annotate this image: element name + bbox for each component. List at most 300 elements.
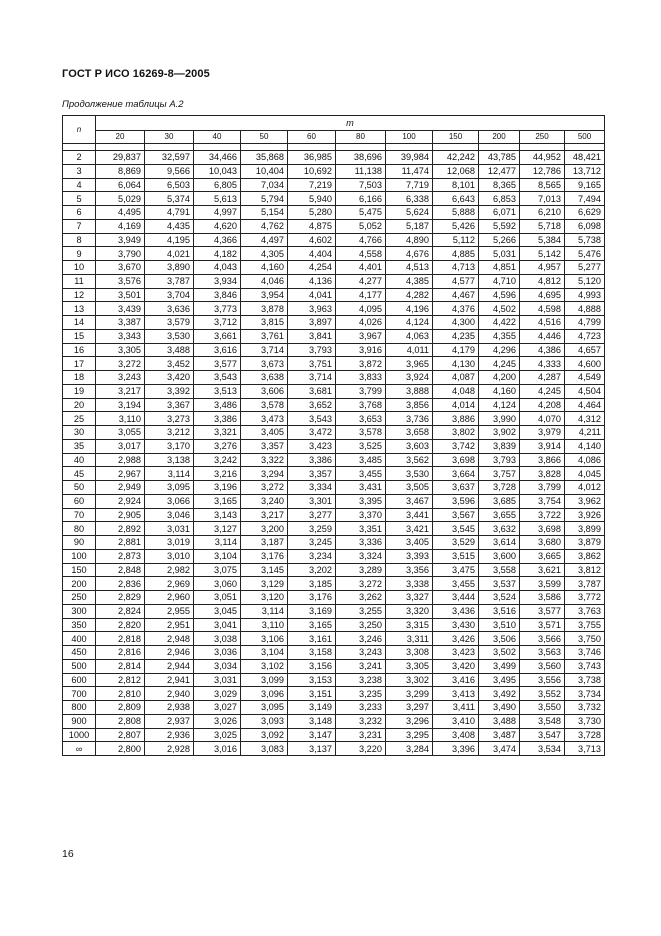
- table-cell: 2,816: [96, 646, 145, 660]
- table-cell: 4,875: [288, 219, 336, 233]
- table-cell: 3,212: [145, 426, 194, 440]
- table-cell: 3,714: [241, 343, 288, 357]
- table-cell: 5,280: [288, 206, 336, 220]
- table-cell: 3,092: [241, 728, 288, 742]
- table-cell: 3,562: [386, 453, 433, 467]
- table-cell: 2,814: [96, 659, 145, 673]
- table-cell: 3,750: [565, 632, 605, 646]
- table-cell: 3,297: [386, 701, 433, 715]
- table-cell: 3,698: [433, 453, 479, 467]
- table-cell: 3,075: [194, 563, 241, 577]
- table-cell: 4,446: [520, 329, 565, 343]
- table-cell: 3,773: [194, 302, 241, 316]
- n-value-cell: 6: [63, 206, 96, 220]
- n-value-cell: 800: [63, 701, 96, 715]
- table-cell: 3,367: [145, 398, 194, 412]
- table-cell: 4,124: [386, 316, 433, 330]
- table-cell: 3,231: [336, 728, 386, 742]
- table-cell: 2,924: [96, 494, 145, 508]
- table-cell: 4,549: [565, 371, 605, 385]
- table-row: [63, 481, 605, 495]
- table-cell: 3,334: [288, 481, 336, 495]
- m-column-header: 20: [96, 131, 145, 144]
- table-cell: 3,828: [520, 467, 565, 481]
- table-cell: 3,220: [336, 742, 386, 756]
- table-cell: 5,052: [336, 219, 386, 233]
- n-value-cell: 80: [63, 522, 96, 536]
- table-cell: 9,566: [145, 164, 194, 178]
- table-cell: 3,234: [288, 549, 336, 563]
- table-cell: 4,196: [386, 302, 433, 316]
- table-cell: 3,370: [336, 508, 386, 522]
- table-cell: 4,386: [520, 343, 565, 357]
- table-cell: 4,376: [433, 302, 479, 316]
- table-cell: 4,300: [433, 316, 479, 330]
- table-cell: 3,846: [194, 288, 241, 302]
- table-cell: 3,255: [336, 604, 386, 618]
- table-cell: 3,395: [336, 494, 386, 508]
- table-cell: 4,404: [288, 247, 336, 261]
- table-cell: 3,386: [194, 412, 241, 426]
- table-cell: 5,112: [433, 233, 479, 247]
- n-value-cell: 12: [63, 288, 96, 302]
- table-cell: 3,430: [433, 618, 479, 632]
- table-row: [63, 261, 605, 275]
- table-cell: 3,475: [433, 563, 479, 577]
- n-value-cell: 2: [63, 151, 96, 165]
- table-cell: 4,140: [565, 439, 605, 453]
- table-cell: 3,571: [520, 618, 565, 632]
- table-cell: 3,704: [145, 288, 194, 302]
- table-cell: 3,106: [241, 632, 288, 646]
- n-value-cell: 150: [63, 563, 96, 577]
- table-cell: 3,812: [565, 563, 605, 577]
- table-cell: 3,114: [145, 467, 194, 481]
- table-cell: 3,755: [565, 618, 605, 632]
- table-cell: 4,208: [520, 398, 565, 412]
- n-value-cell: 60: [63, 494, 96, 508]
- table-cell: 10,692: [288, 164, 336, 178]
- table-cell: 8,365: [479, 178, 520, 192]
- table-cell: 4,791: [145, 206, 194, 220]
- table-cell: 3,763: [565, 604, 605, 618]
- table-cell: 3,295: [386, 728, 433, 742]
- table-cell: 4,182: [194, 247, 241, 261]
- table-cell: 12,068: [433, 164, 479, 178]
- table-cell: 3,046: [145, 508, 194, 522]
- table-cell: 4,087: [433, 371, 479, 385]
- table-row: [63, 742, 605, 756]
- table-cell: 3,165: [194, 494, 241, 508]
- table-cell: 3,423: [288, 439, 336, 453]
- table-cell: 3,202: [288, 563, 336, 577]
- table-cell: 3,586: [520, 591, 565, 605]
- n-value-cell: 50: [63, 481, 96, 495]
- m-column-header: 200: [479, 131, 520, 144]
- table-cell: 3,110: [96, 412, 145, 426]
- critical-values-table: [62, 115, 605, 756]
- table-cell: 3,681: [288, 384, 336, 398]
- table-cell: 3,872: [336, 357, 386, 371]
- table-cell: 3,606: [241, 384, 288, 398]
- table-cell: 3,161: [288, 632, 336, 646]
- table-cell: 3,926: [565, 508, 605, 522]
- table-cell: 4,366: [194, 233, 241, 247]
- table-cell: 4,812: [520, 274, 565, 288]
- table-cell: 4,312: [565, 412, 605, 426]
- n-value-cell: 30: [63, 426, 96, 440]
- table-cell: 3,530: [386, 467, 433, 481]
- m-column-header: 250: [520, 131, 565, 144]
- table-cell: 3,658: [386, 426, 433, 440]
- table-row: [63, 604, 605, 618]
- table-row: [63, 659, 605, 673]
- table-cell: 2,892: [96, 522, 145, 536]
- table-cell: 3,137: [288, 742, 336, 756]
- table-cell: 3,232: [336, 714, 386, 728]
- n-value-cell: 4: [63, 178, 96, 192]
- table-cell: 3,534: [520, 742, 565, 756]
- table-cell: 2,969: [145, 577, 194, 591]
- table-cell: 5,142: [520, 247, 565, 261]
- table-cell: 2,941: [145, 673, 194, 687]
- table-cell: 3,596: [433, 494, 479, 508]
- table-cell: 3,036: [194, 646, 241, 660]
- table-cell: 3,272: [336, 577, 386, 591]
- table-cell: 3,637: [433, 481, 479, 495]
- n-value-cell: 15: [63, 329, 96, 343]
- table-cell: 3,879: [565, 536, 605, 550]
- table-row: [63, 178, 605, 192]
- table-cell: 5,154: [241, 206, 288, 220]
- table-row: [63, 164, 605, 178]
- table-cell: 42,242: [433, 151, 479, 165]
- table-cell: 3,914: [520, 439, 565, 453]
- table-cell: 4,026: [336, 316, 386, 330]
- table-cell: 12,477: [479, 164, 520, 178]
- table-cell: 5,031: [479, 247, 520, 261]
- table-cell: 2,820: [96, 618, 145, 632]
- table-cell: 3,550: [520, 701, 565, 715]
- table-row: [63, 522, 605, 536]
- table-cell: 10,043: [194, 164, 241, 178]
- table-cell: 4,385: [386, 274, 433, 288]
- table-cell: 6,166: [336, 192, 386, 206]
- table-cell: 3,025: [194, 728, 241, 742]
- table-cell: 4,993: [565, 288, 605, 302]
- table-cell: 4,558: [336, 247, 386, 261]
- table-cell: 3,357: [288, 467, 336, 481]
- table-cell: 4,598: [520, 302, 565, 316]
- table-cell: 3,934: [194, 274, 241, 288]
- table-cell: 3,305: [386, 659, 433, 673]
- table-cell: 3,396: [433, 742, 479, 756]
- table-cell: 8,101: [433, 178, 479, 192]
- table-row: [63, 563, 605, 577]
- table-cell: 3,243: [96, 371, 145, 385]
- table-cell: 4,021: [145, 247, 194, 261]
- table-cell: 3,243: [336, 646, 386, 660]
- table-cell: 3,322: [241, 453, 288, 467]
- table-cell: 9,165: [565, 178, 605, 192]
- table-cell: 36,985: [288, 151, 336, 165]
- table-cell: 13,712: [565, 164, 605, 178]
- n-value-cell: 9: [63, 247, 96, 261]
- table-cell: 2,944: [145, 659, 194, 673]
- m-column-header: 80: [336, 131, 386, 144]
- table-cell: 3,839: [479, 439, 520, 453]
- n-value-cell: 250: [63, 591, 96, 605]
- table-cell: 3,165: [288, 618, 336, 632]
- table-cell: 4,890: [386, 233, 433, 247]
- table-cell: 3,276: [194, 439, 241, 453]
- table-cell: 4,422: [479, 316, 520, 330]
- table-cell: 3,638: [241, 371, 288, 385]
- table-cell: 3,793: [288, 343, 336, 357]
- table-row: [63, 426, 605, 440]
- table-cell: 3,420: [145, 371, 194, 385]
- table-cell: 7,494: [565, 192, 605, 206]
- table-row: [63, 219, 605, 233]
- table-row: [63, 384, 605, 398]
- table-cell: 48,421: [565, 151, 605, 165]
- m-group-header: m: [96, 116, 605, 131]
- table-cell: 4,179: [433, 343, 479, 357]
- table-cell: 3,949: [96, 233, 145, 247]
- table-cell: 4,200: [479, 371, 520, 385]
- table-cell: 8,565: [520, 178, 565, 192]
- n-value-cell: 17: [63, 357, 96, 371]
- n-value-cell: 300: [63, 604, 96, 618]
- table-row: [63, 577, 605, 591]
- table-cell: 3,653: [336, 412, 386, 426]
- table-row: [63, 536, 605, 550]
- table-cell: 5,120: [565, 274, 605, 288]
- table-cell: 3,603: [386, 439, 433, 453]
- table-cell: 2,951: [145, 618, 194, 632]
- table-cell: 3,577: [194, 357, 241, 371]
- table-cell: 3,728: [479, 481, 520, 495]
- table-cell: 12,786: [520, 164, 565, 178]
- table-cell: 3,506: [479, 632, 520, 646]
- table-cell: 3,474: [479, 742, 520, 756]
- table-cell: 11,138: [336, 164, 386, 178]
- table-cell: 3,661: [194, 329, 241, 343]
- table-cell: 3,886: [433, 412, 479, 426]
- table-row: [63, 632, 605, 646]
- table-cell: 3,143: [194, 508, 241, 522]
- table-cell: 3,416: [433, 673, 479, 687]
- table-cell: 2,824: [96, 604, 145, 618]
- table-cell: 3,238: [336, 673, 386, 687]
- table-cell: 3,736: [386, 412, 433, 426]
- table-cell: 2,807: [96, 728, 145, 742]
- n-value-cell: 200: [63, 577, 96, 591]
- m-values-header-row: [63, 131, 605, 144]
- table-cell: 3,802: [433, 426, 479, 440]
- table-cell: 3,120: [241, 591, 288, 605]
- table-cell: 3,017: [96, 439, 145, 453]
- table-cell: 3,320: [386, 604, 433, 618]
- table-cell: 3,878: [241, 302, 288, 316]
- table-cell: 3,738: [565, 673, 605, 687]
- table-cell: 3,421: [386, 522, 433, 536]
- table-cell: 3,655: [479, 508, 520, 522]
- table-cell: 4,045: [565, 467, 605, 481]
- table-cell: 3,114: [194, 536, 241, 550]
- table-cell: 5,794: [241, 192, 288, 206]
- table-cell: 3,217: [241, 508, 288, 522]
- table-cell: 3,492: [479, 687, 520, 701]
- table-cell: 3,034: [194, 659, 241, 673]
- table-cell: 3,031: [145, 522, 194, 536]
- table-cell: 3,455: [336, 467, 386, 481]
- table-cell: 3,616: [194, 343, 241, 357]
- m-column-header: 500: [565, 131, 605, 144]
- table-cell: 3,093: [241, 714, 288, 728]
- table-cell: 3,343: [96, 329, 145, 343]
- table-cell: 2,881: [96, 536, 145, 550]
- table-cell: 4,464: [565, 398, 605, 412]
- table-cell: 4,046: [241, 274, 288, 288]
- table-cell: 3,259: [288, 522, 336, 536]
- table-cell: 5,592: [479, 219, 520, 233]
- table-cell: 4,305: [241, 247, 288, 261]
- table-cell: 4,676: [386, 247, 433, 261]
- table-cell: 3,576: [96, 274, 145, 288]
- table-cell: 3,041: [194, 618, 241, 632]
- table-cell: 3,787: [565, 577, 605, 591]
- table-cell: 2,800: [96, 742, 145, 756]
- table-cell: 3,556: [520, 673, 565, 687]
- table-cell: 4,277: [336, 274, 386, 288]
- table-cell: 4,713: [433, 261, 479, 275]
- table-cell: 3,799: [336, 384, 386, 398]
- table-cell: 3,566: [520, 632, 565, 646]
- table-row: [63, 192, 605, 206]
- table-cell: 6,643: [433, 192, 479, 206]
- table-cell: 4,513: [386, 261, 433, 275]
- table-cell: 3,138: [145, 453, 194, 467]
- n-value-cell: 40: [63, 453, 96, 467]
- table-row: [63, 357, 605, 371]
- table-row: [63, 288, 605, 302]
- table-cell: 3,472: [288, 426, 336, 440]
- table-cell: 3,529: [433, 536, 479, 550]
- table-row: [63, 398, 605, 412]
- table-cell: 3,233: [336, 701, 386, 715]
- n-column-header: n: [63, 116, 96, 144]
- table-cell: 4,011: [386, 343, 433, 357]
- table-cell: 3,147: [288, 728, 336, 742]
- table-cell: 4,620: [194, 219, 241, 233]
- table-cell: 5,374: [145, 192, 194, 206]
- table-cell: 3,890: [145, 261, 194, 275]
- table-cell: 2,848: [96, 563, 145, 577]
- table-cell: 3,793: [479, 453, 520, 467]
- table-cell: 3,916: [336, 343, 386, 357]
- table-cell: 2,873: [96, 549, 145, 563]
- n-value-cell: 8: [63, 233, 96, 247]
- table-cell: 3,357: [241, 439, 288, 453]
- table-cell: 4,160: [479, 384, 520, 398]
- table-cell: 4,287: [520, 371, 565, 385]
- table-cell: 3,099: [241, 673, 288, 687]
- table-cell: 10,404: [241, 164, 288, 178]
- table-cell: 3,217: [96, 384, 145, 398]
- table-cell: 3,110: [241, 618, 288, 632]
- table-row: [63, 618, 605, 632]
- table-cell: 3,499: [479, 659, 520, 673]
- table-cell: 4,602: [288, 233, 336, 247]
- table-row: [63, 439, 605, 453]
- table-cell: 4,245: [479, 357, 520, 371]
- table-cell: 4,495: [96, 206, 145, 220]
- table-cell: 3,095: [145, 481, 194, 495]
- table-cell: 4,070: [520, 412, 565, 426]
- table-cell: 2,960: [145, 591, 194, 605]
- table-cell: 3,614: [479, 536, 520, 550]
- table-cell: 3,754: [520, 494, 565, 508]
- table-cell: 3,578: [336, 426, 386, 440]
- table-cell: 2,937: [145, 714, 194, 728]
- table-cell: 3,495: [479, 673, 520, 687]
- table-cell: 6,338: [386, 192, 433, 206]
- table-cell: 4,516: [520, 316, 565, 330]
- table-cell: 3,272: [241, 481, 288, 495]
- table-cell: 3,284: [386, 742, 433, 756]
- table-cell: 3,924: [386, 371, 433, 385]
- table-row: [63, 206, 605, 220]
- n-value-cell: 70: [63, 508, 96, 522]
- table-cell: 3,730: [565, 714, 605, 728]
- table-cell: 3,728: [565, 728, 605, 742]
- table-cell: 3,734: [565, 687, 605, 701]
- table-cell: 3,866: [520, 453, 565, 467]
- table-cell: 3,169: [288, 604, 336, 618]
- table-cell: 39,984: [386, 151, 433, 165]
- table-cell: 4,695: [520, 288, 565, 302]
- table-cell: 7,503: [336, 178, 386, 192]
- table-cell: 3,757: [479, 467, 520, 481]
- table-cell: 3,439: [96, 302, 145, 316]
- table-cell: 3,194: [96, 398, 145, 412]
- table-cell: 4,851: [479, 261, 520, 275]
- table-cell: 3,516: [479, 604, 520, 618]
- n-value-cell: 25: [63, 412, 96, 426]
- table-cell: 4,502: [479, 302, 520, 316]
- table-cell: 43,785: [479, 151, 520, 165]
- table-cell: 3,423: [433, 646, 479, 660]
- table-cell: 2,812: [96, 673, 145, 687]
- table-cell: 6,805: [194, 178, 241, 192]
- table-cell: 4,799: [565, 316, 605, 330]
- table-cell: 3,176: [288, 591, 336, 605]
- table-cell: 2,967: [96, 467, 145, 481]
- table-cell: 3,299: [386, 687, 433, 701]
- table-cell: 4,124: [479, 398, 520, 412]
- table-cell: 3,841: [288, 329, 336, 343]
- table-cell: 2,836: [96, 577, 145, 591]
- table-cell: 3,156: [288, 659, 336, 673]
- table-cell: 3,129: [241, 577, 288, 591]
- n-value-cell: 3: [63, 164, 96, 178]
- table-cell: 3,579: [145, 316, 194, 330]
- n-value-cell: 500: [63, 659, 96, 673]
- table-row: [63, 549, 605, 563]
- table-cell: 3,104: [241, 646, 288, 660]
- m-column-header: 150: [433, 131, 479, 144]
